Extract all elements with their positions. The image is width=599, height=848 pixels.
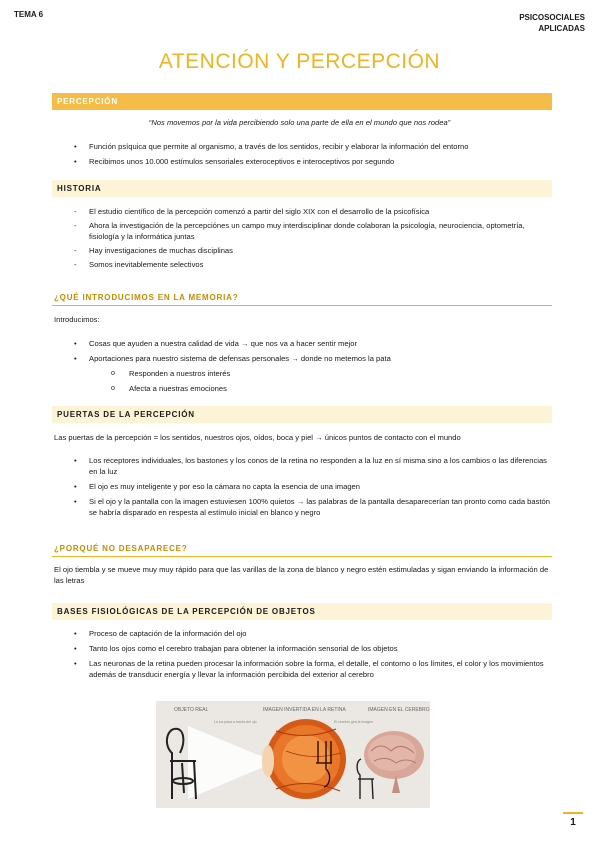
list-item: • Recibimos unos 10.000 estímulos sensoriales exteroceptivos e interoceptivos por segundo: [54, 156, 554, 167]
list-item: • Proceso de captación de la información del ojo: [54, 628, 554, 639]
memoria-sublist: [54, 368, 554, 398]
section-heading-porque: ¿PORQUÉ NO DESAPARECE?: [52, 544, 552, 557]
list-item: - El estudio científico de la percepción comenzó a partir del siglo XIX con el desarrollo de la psicofísica: [54, 206, 554, 217]
bases-list: [54, 628, 554, 684]
list-item: - Hay investigaciones de muchas disciplinas: [54, 245, 554, 256]
header-topic: TEMA 6: [14, 10, 44, 19]
list-item: - Ahora la investigación de la percepciónes un campo muy interdisciplinar donde colaboran la psicología, neurociencia, optometría, fisiología y la informática juntas: [54, 220, 554, 242]
list-item: • Función psíquica que permite al organismo, a través de los sentidos, recibir y elaborar la información del entorno: [54, 141, 554, 152]
list-item: • Cosas que ayuden a nuestra calidad de vida → que nos va a hacer sentir mejor: [54, 338, 554, 349]
figure-label-real: OBJETO REAL: [174, 707, 209, 713]
memoria-list: [54, 338, 554, 368]
section-heading-memoria: ¿QUÉ INTRODUCIMOS EN LA MEMORIA?: [52, 293, 552, 306]
page-title: ATENCIÓN Y PERCEPCIÓN: [158, 50, 441, 73]
list-item: o Responden a nuestros interés: [54, 368, 554, 379]
header-subject: [519, 12, 585, 34]
list-item: • Si el ojo y la pantalla con la imagen estuviesen 100% quietos → las palabras de la pantalla desaparecerían tan pronto como cada bastón se habría disparado en respesta al estímulo inicial en blanco y negro: [54, 496, 554, 518]
list-item: • Tanto los ojos como el cerebro trabajan para obtener la información sensorial de los objetos: [54, 643, 554, 654]
percepcion-list: [54, 141, 554, 171]
section-heading-puertas: PUERTAS DE LA PERCEPCIÓN: [52, 406, 552, 423]
quote: “Nos movemos por la vida percibiendo solo una parte de ella en el mundo que nos rodea”: [148, 118, 451, 127]
porque-text: El ojo tiembla y se mueve muy muy rápido para que las varillas de la zona de blanco y negro estén estimuladas y sigan enviando la información de las letras: [54, 565, 549, 585]
list-item: - Somos inevitablemente selectivos: [54, 259, 554, 270]
figure-label-brain: IMAGEN EN EL CEREBRO: [368, 707, 430, 713]
section-heading-historia: HISTORIA: [52, 180, 552, 197]
historia-list: [54, 206, 554, 273]
page-number: 1: [563, 812, 583, 828]
figure-note-eye: La luz pasa a través del ojo: [214, 720, 257, 724]
list-item: • Los receptores individuales, los bastones y los conos de la retina no responden a la luz en sí misma sino a los cambios o las diferencias en la luz: [54, 455, 554, 477]
section-heading-percepcion: PERCEPCIÓN: [52, 93, 552, 110]
list-item: • Las neuronas de la retina pueden procesar la información sobre la forma, el detalle, el contorno o los límites, el color y los movimientos además de transducir energía y llevar la información percibida del exterior al cerebro: [54, 658, 554, 680]
figure-note-brain: El cerebro gira la imagen: [334, 720, 373, 724]
list-item: o Afecta a nuestras emociones: [54, 383, 554, 394]
figure-label-retina: IMAGEN INVERTIDA EN LA RETINA: [263, 707, 346, 713]
puertas-intro: Las puertas de la percepción = los sentidos, nuestros ojos, oídos, boca y piel → únicos puntos de contacto con el mundo: [54, 433, 461, 442]
list-item: • Aportaciones para nuestro sistema de defensas personales → donde no metemos la pata: [54, 353, 554, 364]
list-item: • El ojo es muy inteligente y por eso la cámara no capta la esencia de una imagen: [54, 481, 554, 492]
header-subject-line1: PSICOSOCIALES: [519, 13, 585, 22]
header-subject-line2: APLICADAS: [538, 24, 585, 33]
perception-illustration: [156, 701, 430, 808]
section-heading-bases: BASES FISIOLÓGICAS DE LA PERCEPCIÓN DE OBJETOS: [52, 603, 552, 620]
puertas-list: [54, 455, 554, 522]
perception-figure: [156, 701, 430, 808]
memoria-intro: Introducimos:: [54, 315, 100, 324]
